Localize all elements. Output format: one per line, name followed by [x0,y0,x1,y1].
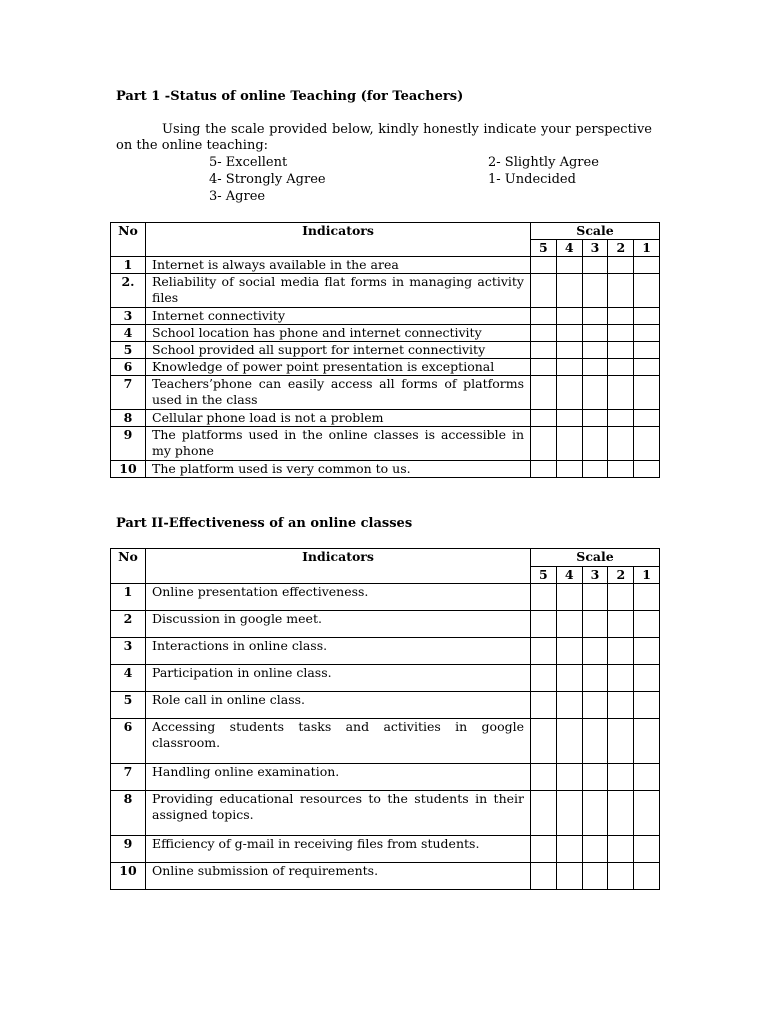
rating-cell-3[interactable] [582,410,608,427]
row-indicator: The platforms used in the online classes is accessible in my phone [146,427,531,461]
rating-cell-1[interactable] [634,836,660,863]
rating-cell-4[interactable] [556,325,582,342]
table-row [111,410,660,427]
scale-legend-4: 4- Strongly Agree [209,172,326,187]
rating-cell-3[interactable] [582,638,608,665]
rating-cell-5[interactable] [531,665,557,692]
rating-cell-3[interactable] [582,359,608,376]
rating-cell-5[interactable] [531,308,557,325]
rating-cell-2[interactable] [608,836,634,863]
row-indicator: Efficiency of g-mail in receiving files from students. [146,836,531,863]
rating-cell-5[interactable] [531,461,557,478]
rating-cell-4[interactable] [556,410,582,427]
rating-cell-1[interactable] [634,359,660,376]
scale-legend-3: 3- Agree [209,189,266,204]
row-number: 9 [111,427,146,461]
rating-cell-5[interactable] [531,692,557,719]
row-indicator: Cellular phone load is not a problem [146,410,531,427]
rating-cell-1[interactable] [634,665,660,692]
rating-cell-3[interactable] [582,863,608,890]
row-number: 7 [111,764,146,791]
rating-cell-4[interactable] [556,376,582,410]
rating-cell-3[interactable] [582,376,608,410]
row-indicator: Handling online examination. [146,764,531,791]
rating-cell-2[interactable] [608,665,634,692]
table-row [111,692,660,719]
table-row [111,308,660,325]
rating-cell-2[interactable] [608,274,634,308]
rating-cell-2[interactable] [608,638,634,665]
rating-cell-3[interactable] [582,791,608,836]
row-indicator: School location has phone and internet connectivity [146,325,531,342]
row-indicator: Internet is always available in the area [146,257,531,274]
rating-cell-4[interactable] [556,764,582,791]
part2-header-no: No [111,549,146,584]
rating-cell-3[interactable] [582,257,608,274]
rating-cell-1[interactable] [634,692,660,719]
rating-cell-3[interactable] [582,584,608,611]
rating-cell-2[interactable] [608,427,634,461]
rating-cell-4[interactable] [556,342,582,359]
rating-cell-1[interactable] [634,611,660,638]
table-row [111,359,660,376]
rating-cell-3[interactable] [582,611,608,638]
row-number: 8 [111,791,146,836]
row-number: 1 [111,584,146,611]
part1-scale-2: 2 [608,240,634,257]
rating-cell-1[interactable] [634,719,660,764]
rating-cell-4[interactable] [556,308,582,325]
rating-cell-2[interactable] [608,359,634,376]
table-row [111,719,660,764]
rating-cell-2[interactable] [608,611,634,638]
part1-intro [116,122,652,154]
rating-cell-4[interactable] [556,359,582,376]
rating-cell-2[interactable] [608,325,634,342]
rating-cell-3[interactable] [582,764,608,791]
row-number: 5 [111,692,146,719]
rating-cell-1[interactable] [634,638,660,665]
rating-cell-3[interactable] [582,427,608,461]
part1-header-scale: Scale [531,223,660,240]
row-number: 5 [111,342,146,359]
part2-scale-4: 4 [556,567,582,584]
rating-cell-5[interactable] [531,359,557,376]
rating-cell-2[interactable] [608,308,634,325]
row-indicator: Teachers’phone can easily access all forms of platforms used in the class [146,376,531,410]
row-number: 8 [111,410,146,427]
rating-cell-4[interactable] [556,257,582,274]
rating-cell-5[interactable] [531,719,557,764]
rating-cell-2[interactable] [608,257,634,274]
rating-cell-1[interactable] [634,764,660,791]
rating-cell-2[interactable] [608,791,634,836]
part2-scale-5: 5 [531,567,557,584]
part1-scale-1: 1 [634,240,660,257]
table-row [111,665,660,692]
rating-cell-3[interactable] [582,274,608,308]
row-number: 6 [111,359,146,376]
part2-header-indicators: Indicators [146,549,531,584]
rating-cell-1[interactable] [634,461,660,478]
row-number: 2 [111,611,146,638]
rating-cell-2[interactable] [608,764,634,791]
row-number: 4 [111,325,146,342]
rating-cell-4[interactable] [556,584,582,611]
part1-intro-text: Using the scale provided below, kindly honestly indicate your perspective on the online teaching: [116,122,652,153]
rating-cell-4[interactable] [556,692,582,719]
part2-header-scale: Scale [531,549,660,567]
rating-cell-4[interactable] [556,427,582,461]
row-number: 3 [111,638,146,665]
rating-cell-2[interactable] [608,461,634,478]
row-indicator: The platform used is very common to us. [146,461,531,478]
rating-cell-2[interactable] [608,863,634,890]
table-row [111,611,660,638]
rating-cell-3[interactable] [582,665,608,692]
table-row [111,274,660,308]
rating-cell-5[interactable] [531,342,557,359]
scale-legend-5: 5- Excellent [209,155,288,170]
rating-cell-1[interactable] [634,791,660,836]
rating-cell-3[interactable] [582,719,608,764]
row-indicator: Internet connectivity [146,308,531,325]
table-row [111,342,660,359]
part1-scale-3: 3 [582,240,608,257]
rating-cell-4[interactable] [556,611,582,638]
table-row [111,836,660,863]
part1-header-no: No [111,223,146,257]
row-number: 2. [111,274,146,308]
row-indicator: Online presentation effectiveness. [146,584,531,611]
part1-scale-4: 4 [556,240,582,257]
table-row [111,584,660,611]
rating-cell-5[interactable] [531,410,557,427]
row-indicator: Discussion in google meet. [146,611,531,638]
part1-scale-5: 5 [531,240,557,257]
rating-cell-2[interactable] [608,692,634,719]
table-row [111,376,660,410]
rating-cell-5[interactable] [531,764,557,791]
part1-table [110,222,660,478]
row-number: 1 [111,257,146,274]
row-number: 7 [111,376,146,410]
row-indicator: School provided all support for internet connectivity [146,342,531,359]
rating-cell-4[interactable] [556,274,582,308]
rating-cell-1[interactable] [634,342,660,359]
rating-cell-5[interactable] [531,584,557,611]
table-row [111,325,660,342]
rating-cell-4[interactable] [556,863,582,890]
table-row [111,764,660,791]
table-row [111,257,660,274]
part2-scale-3: 3 [582,567,608,584]
rating-cell-5[interactable] [531,325,557,342]
row-indicator: Accessing students tasks and activities in google classroom. [146,719,531,764]
scale-legend-2: 2- Slightly Agree [488,155,599,170]
rating-cell-1[interactable] [634,584,660,611]
rating-cell-5[interactable] [531,427,557,461]
rating-cell-4[interactable] [556,665,582,692]
part2-scale-2: 2 [608,567,634,584]
rating-cell-5[interactable] [531,863,557,890]
row-indicator: Knowledge of power point presentation is exceptional [146,359,531,376]
rating-cell-1[interactable] [634,308,660,325]
row-indicator: Online submission of requirements. [146,863,531,890]
rating-cell-5[interactable] [531,274,557,308]
rating-cell-1[interactable] [634,410,660,427]
rating-cell-1[interactable] [634,376,660,410]
rating-cell-2[interactable] [608,376,634,410]
part2-title: Part II-Effectiveness of an online classes [116,516,413,531]
row-indicator: Role call in online class. [146,692,531,719]
rating-cell-3[interactable] [582,692,608,719]
rating-cell-2[interactable] [608,719,634,764]
row-indicator: Interactions in online class. [146,638,531,665]
rating-cell-5[interactable] [531,257,557,274]
rating-cell-4[interactable] [556,461,582,478]
row-number: 9 [111,836,146,863]
row-number: 10 [111,863,146,890]
rating-cell-3[interactable] [582,836,608,863]
rating-cell-5[interactable] [531,611,557,638]
rating-cell-4[interactable] [556,638,582,665]
rating-cell-2[interactable] [608,410,634,427]
part2-scale-1: 1 [634,567,660,584]
row-number: 10 [111,461,146,478]
rating-cell-4[interactable] [556,791,582,836]
part2-table [110,548,660,890]
table-row [111,791,660,836]
rating-cell-5[interactable] [531,376,557,410]
part1-title: Part 1 -Status of online Teaching (for Teachers) [116,89,464,104]
rating-cell-1[interactable] [634,274,660,308]
rating-cell-5[interactable] [531,791,557,836]
rating-cell-1[interactable] [634,325,660,342]
row-indicator: Participation in online class. [146,665,531,692]
rating-cell-4[interactable] [556,719,582,764]
row-indicator: Reliability of social media flat forms in managing activity files [146,274,531,308]
scale-legend-1: 1- Undecided [488,172,576,187]
row-indicator: Providing educational resources to the students in their assigned topics. [146,791,531,836]
rating-cell-2[interactable] [608,584,634,611]
rating-cell-3[interactable] [582,308,608,325]
rating-cell-1[interactable] [634,427,660,461]
rating-cell-5[interactable] [531,836,557,863]
rating-cell-3[interactable] [582,342,608,359]
rating-cell-1[interactable] [634,257,660,274]
rating-cell-3[interactable] [582,325,608,342]
table-row [111,427,660,461]
table-row [111,461,660,478]
rating-cell-2[interactable] [608,342,634,359]
rating-cell-3[interactable] [582,461,608,478]
rating-cell-5[interactable] [531,638,557,665]
table-row [111,863,660,890]
row-number: 6 [111,719,146,764]
rating-cell-4[interactable] [556,836,582,863]
table-row [111,638,660,665]
part1-header-indicators: Indicators [146,223,531,257]
rating-cell-1[interactable] [634,863,660,890]
row-number: 4 [111,665,146,692]
row-number: 3 [111,308,146,325]
